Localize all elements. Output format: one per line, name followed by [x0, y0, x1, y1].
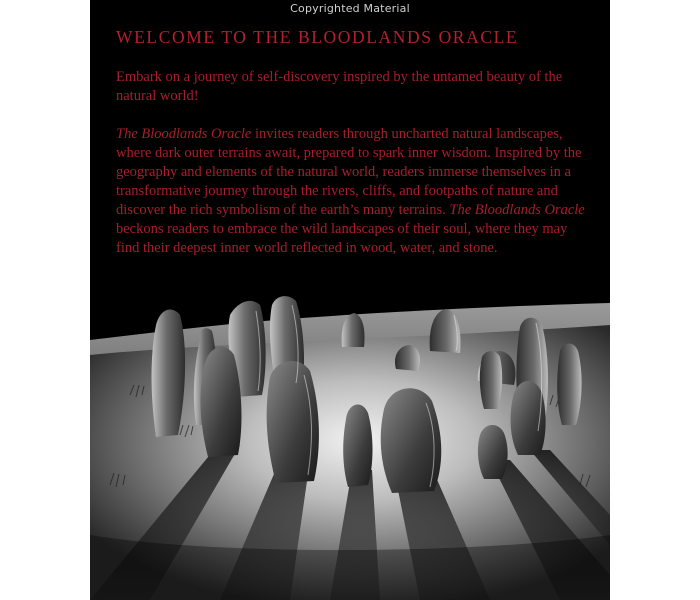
description-paragraph: [116, 125, 586, 258]
page-heading: WELCOME TO THE BLOODLANDS ORACLE: [116, 27, 519, 47]
description-text-a: invites readers through uncharted natural landscapes, where dark outer terrains await, prepared to spark inner wisdom. Inspired by the geography and elements of the natural world, readers immerse themselves in a transformative journey through the rivers, cliffs, and footpaths of nature and discover the rich symbolism of the earth’s many terrains.: [116, 126, 582, 218]
black-panel: [90, 0, 610, 600]
description-text-b: beckons readers to embrace the wild landscapes of their soul, where they may find their deepest inner world reflected in wood, water, and stone.: [116, 221, 568, 256]
book-title-italic-2: The Bloodlands Oracle: [449, 202, 585, 218]
book-title-italic: The Bloodlands Oracle: [116, 126, 252, 142]
stone-circle-illustration: [90, 285, 610, 600]
intro-paragraph: Embark on a journey of self-discovery inspired by the untamed beauty of the natural world!: [116, 69, 563, 104]
body-text: [116, 68, 586, 277]
copyright-watermark: Copyrighted Material: [290, 2, 410, 15]
